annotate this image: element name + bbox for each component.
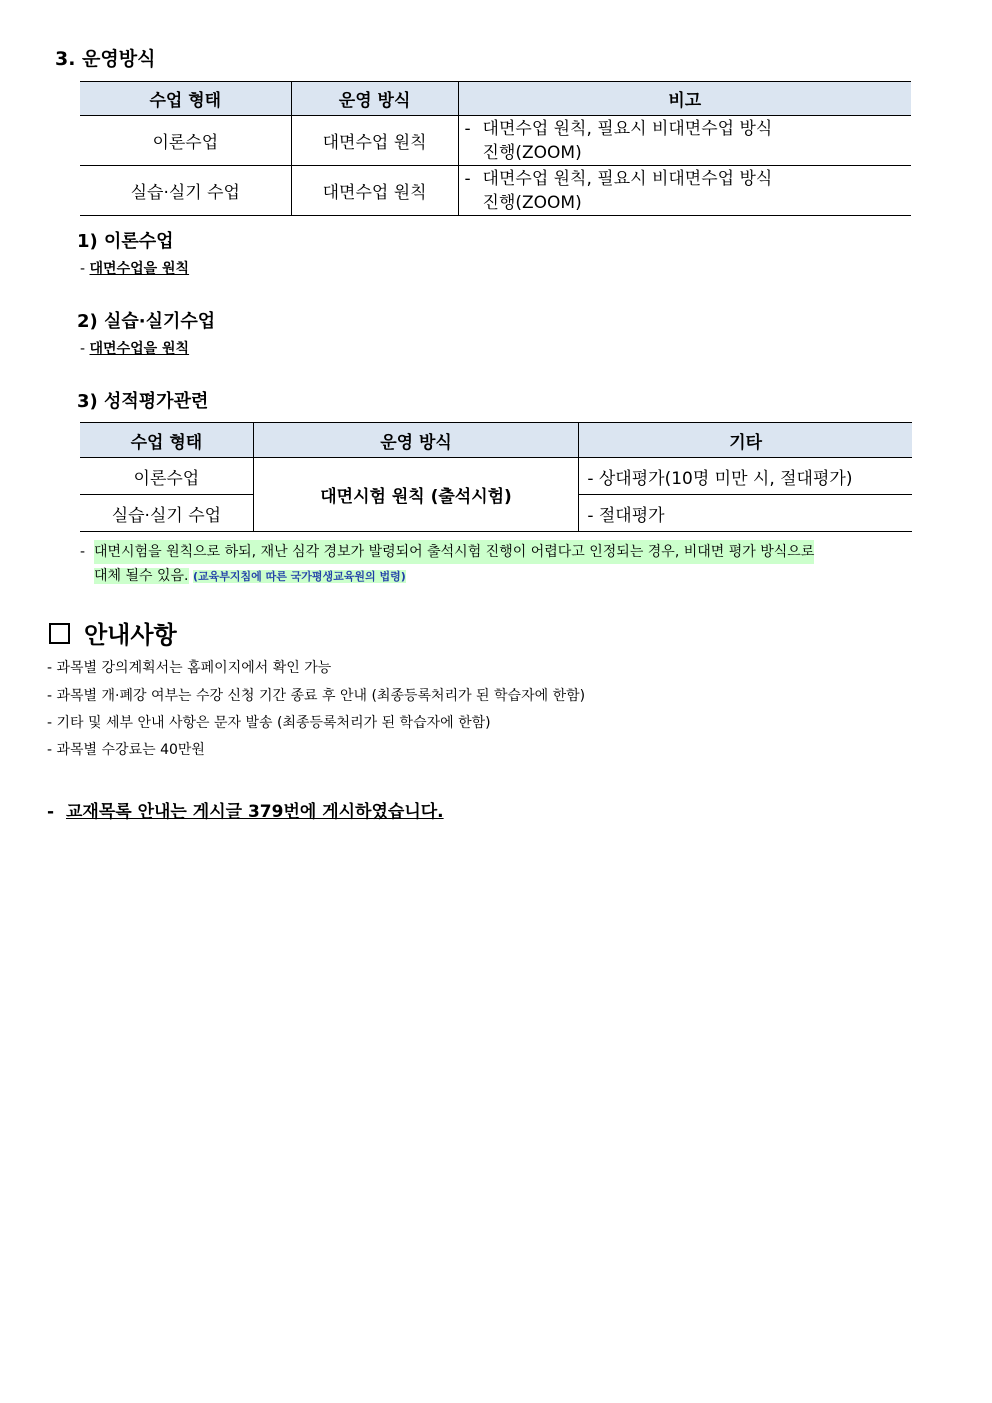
bullet-text: 대면수업을 원칙 [89, 261, 190, 277]
cell-method: 대면수업 원칙 [291, 166, 458, 216]
dash: - [47, 802, 55, 822]
table-row [80, 116, 911, 166]
cell-note [458, 166, 911, 216]
cell-method: 대면수업 원칙 [291, 116, 458, 166]
checkbox-square-icon [49, 623, 70, 644]
notice-item: - 과목별 강의계획서는 홈페이지에서 확인 가능 [47, 660, 332, 676]
table-row [80, 166, 911, 216]
col-header-note: 비고 [458, 82, 911, 116]
remark-source: (교육부지침에 따른 국가평생교육원의 법령) [192, 570, 406, 583]
dash: - [464, 168, 471, 189]
dash: - [464, 118, 471, 139]
dash: - [80, 341, 86, 357]
note-line2: 진행(ZOOM) [482, 192, 582, 213]
grading-remark [80, 540, 940, 589]
operation-table [80, 81, 911, 216]
subsection-title-practice: 2) 실습·실기수업 [77, 311, 216, 332]
note-line2: 진행(ZOOM) [482, 142, 582, 163]
note-line1: 대면수업 원칙, 필요시 비대면수업 방식 [482, 118, 773, 139]
textbook-notice [47, 797, 444, 822]
cell-method: 대면시험 원칙 (출석시험) [253, 458, 579, 532]
table-row [80, 458, 912, 495]
notice-item: - 과목별 개·폐강 여부는 수강 신청 기간 종료 후 안내 (최종등록처리가 된 학습자에 한함) [47, 688, 586, 704]
col-header-method: 운영 방식 [291, 82, 458, 116]
dash: - [80, 544, 86, 560]
col-header-etc: 기타 [579, 423, 912, 458]
cell-type: 이론수업 [80, 458, 253, 495]
remark-line1: 대면시험을 원칙으로 하되, 재난 심각 경보가 발령되어 출석시험 진행이 어렵다고 인정되는 경우, 비대면 평가 방식으로 [94, 540, 814, 564]
col-header-type: 수업 형태 [80, 423, 253, 458]
cell-type: 실습·실기 수업 [80, 495, 253, 532]
notice-heading [49, 615, 177, 650]
textbook-text: 교재목록 안내는 게시글 379번에 게시하였습니다. [65, 802, 444, 822]
dash: - [80, 261, 86, 277]
col-header-method: 운영 방식 [253, 423, 579, 458]
section-title: 3. 운영방식 [55, 48, 156, 70]
bullet-text: 대면수업을 원칙 [89, 341, 190, 357]
grading-table [80, 422, 912, 532]
col-header-type: 수업 형태 [80, 82, 291, 116]
cell-etc: - 절대평가 [579, 495, 912, 532]
notice-item: - 과목별 수강료는 40만원 [47, 742, 205, 758]
cell-type: 이론수업 [80, 116, 291, 166]
cell-etc: - 상대평가(10명 미만 시, 절대평가) [579, 458, 912, 495]
cell-note [458, 116, 911, 166]
bullet-theory [80, 258, 189, 278]
subsection-title-grading: 3) 성적평가관련 [77, 391, 209, 412]
cell-type: 실습·실기 수업 [80, 166, 291, 216]
notice-item: - 기타 및 세부 안내 사항은 문자 발송 (최종등록처리가 된 학습자에 한함) [47, 715, 491, 731]
note-line1: 대면수업 원칙, 필요시 비대면수업 방식 [482, 168, 773, 189]
subsection-title-theory: 1) 이론수업 [77, 231, 174, 252]
remark-line2: 대체 될수 있음. [94, 568, 189, 584]
notice-title: 안내사항 [84, 621, 177, 649]
bullet-practice [80, 338, 189, 358]
